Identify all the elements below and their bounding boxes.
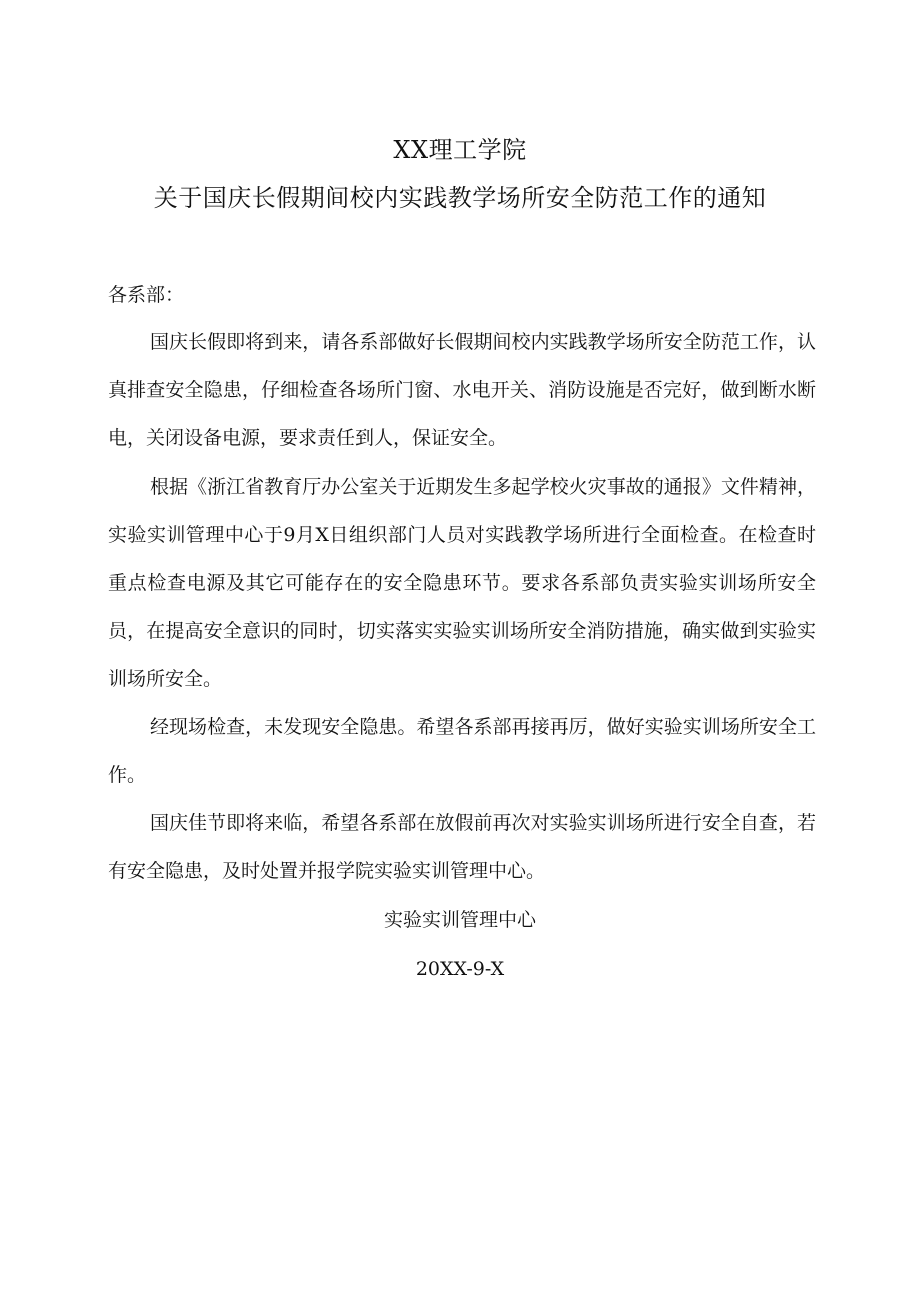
paragraph-2: 根据《浙江省教育厅办公室关于近期发生多起学校火灾事故的通报》文件精神，实验实训管理中心于9月X日组织部门人员对实践教学场所进行全面检查。在检查时重点检查电源及其它可能存在的安全隐患环节。要求各系部负责实验实训场所安全员，在提高安全意识的同时，切实落实实验实训场所安全消防措施，确实做到实验实训场所安全。: [108, 476, 816, 690]
document-title-institution: XX理工学院: [393, 136, 527, 164]
document-title-notice: 关于国庆长假期间校内实践教学场所安全防范工作的通知: [153, 184, 767, 212]
salutation: 各系部：: [108, 284, 185, 306]
signature-organization: 实验实训管理中心: [383, 909, 536, 931]
paragraph-4: 国庆佳节即将来临，希望各系部在放假前再次对实验实训场所进行安全自查，若有安全隐患，及时处置并报学院实验实训管理中心。: [108, 812, 816, 882]
signature-date: 20XX-9-X: [415, 958, 505, 980]
paragraph-1: 国庆长假即将到来，请各系部做好长假期间校内实践教学场所安全防范工作，认真排查安全隐患，仔细检查各场所门窗、水电开关、消防设施是否完好，做到断水断电，关闭设备电源，要求责任到人，保证安全。: [108, 331, 816, 449]
paragraph-3: 经现场检查，未发现安全隐患。希望各系部再接再厉，做好实验实训场所安全工作。: [108, 716, 816, 786]
